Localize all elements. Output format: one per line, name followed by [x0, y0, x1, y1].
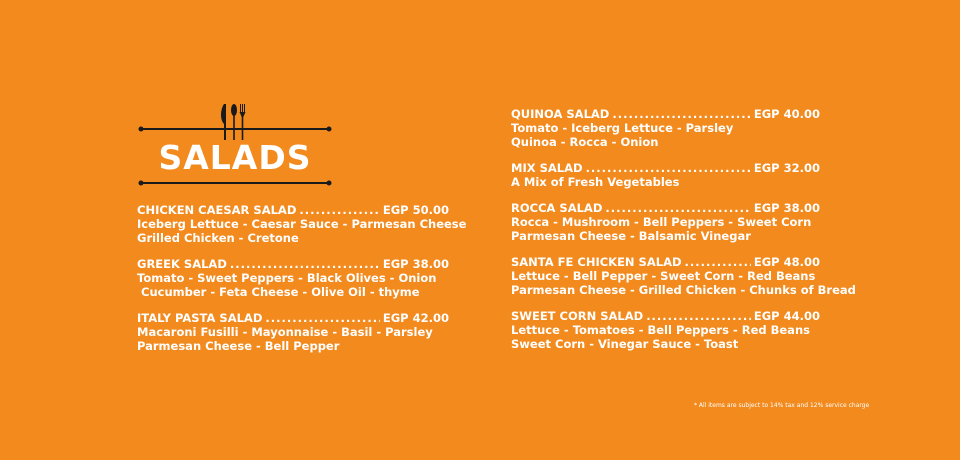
item-description: Iceberg Lettuce - Caesar Sauce - Parmesan Cheese — [137, 217, 467, 231]
item-price: EGP 38.00 — [382, 257, 449, 271]
leader-dots — [605, 201, 751, 215]
item-name: QUINOA SALAD — [511, 107, 610, 121]
leader-dots — [265, 311, 380, 325]
menu-item — [511, 201, 851, 243]
item-price: EGP 32.00 — [753, 161, 820, 175]
menu-item — [511, 309, 851, 351]
menu-item — [137, 203, 477, 245]
item-description: Parmesan Cheese - Grilled Chicken - Chunks of Bread — [511, 283, 856, 297]
item-name: ROCCA SALAD — [511, 201, 603, 215]
menu-item — [137, 311, 477, 353]
menu-column-left — [137, 203, 477, 365]
item-name: SANTA FE CHICKEN SALAD — [511, 255, 682, 269]
item-description: Quinoa - Rocca - Onion — [511, 135, 659, 149]
item-price: EGP 40.00 — [753, 107, 820, 121]
item-description: Parmesan Cheese - Balsamic Vinegar — [511, 229, 751, 243]
menu-item — [137, 257, 477, 299]
item-name: ITALY PASTA SALAD — [137, 311, 263, 325]
item-description: Rocca - Mushroom - Bell Peppers - Sweet Corn — [511, 215, 812, 229]
section-header — [138, 100, 332, 188]
item-description: Cucumber - Feta Cheese - Olive Oil - thyme — [137, 285, 420, 299]
item-name: SWEET CORN SALAD — [511, 309, 644, 323]
item-price: EGP 44.00 — [753, 309, 820, 323]
item-description: Macaroni Fusilli - Mayonnaise - Basil - Parsley — [137, 325, 433, 339]
item-description: Parmesan Cheese - Bell Pepper — [137, 339, 340, 353]
menu-item — [511, 161, 851, 189]
tax-footnote: * All items are subject to 14% tax and 12% service charge — [694, 402, 870, 409]
leader-dots — [299, 203, 380, 217]
item-name: GREEK SALAD — [137, 257, 227, 271]
leader-dots — [685, 255, 751, 269]
item-description: Tomato - Iceberg Lettuce - Parsley — [511, 121, 734, 135]
item-price: EGP 38.00 — [753, 201, 820, 215]
item-price: EGP 50.00 — [382, 203, 449, 217]
section-title: SALADS — [158, 138, 312, 177]
leader-dots — [612, 107, 751, 121]
item-name: MIX SALAD — [511, 161, 583, 175]
menu-item — [511, 107, 851, 149]
item-description: Tomato - Sweet Peppers - Black Olives - Onion — [137, 271, 437, 285]
item-description: Grilled Chicken - Cretone — [137, 231, 299, 245]
item-price: EGP 42.00 — [382, 311, 449, 325]
item-description: Sweet Corn - Vinegar Sauce - Toast — [511, 337, 739, 351]
item-name: CHICKEN CAESAR SALAD — [137, 203, 297, 217]
menu-item — [511, 255, 856, 297]
item-description: Lettuce - Bell Pepper - Sweet Corn - Red Beans — [511, 269, 816, 283]
menu-column-right — [511, 107, 856, 363]
item-description: A Mix of Fresh Vegetables — [511, 175, 680, 189]
leader-dots — [646, 309, 751, 323]
leader-dots — [586, 161, 751, 175]
item-price: EGP 48.00 — [753, 255, 820, 269]
leader-dots — [230, 257, 380, 271]
item-description: Lettuce - Tomatoes - Bell Peppers - Red Beans — [511, 323, 810, 337]
